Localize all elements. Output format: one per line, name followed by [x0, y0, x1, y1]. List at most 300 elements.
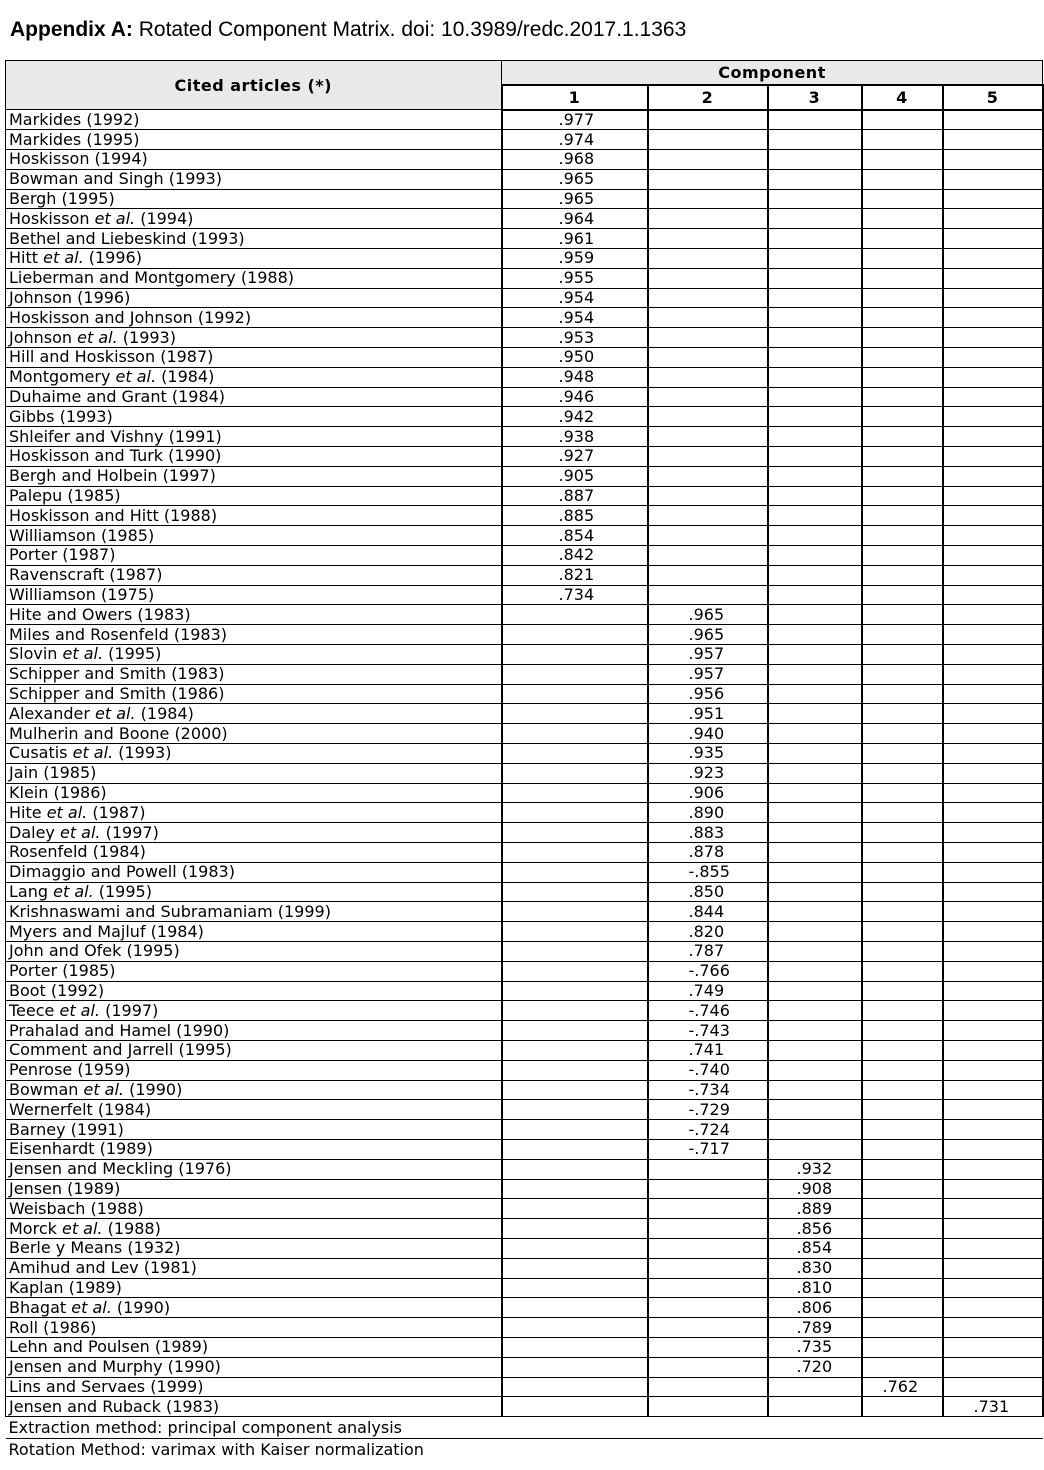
article-name: Miles and Rosenfeld (1983)	[6, 625, 502, 645]
article-name: Slovin et al. (1995)	[6, 645, 502, 665]
loading-cell-component-5	[943, 546, 1043, 566]
loading-cell-component-5	[943, 961, 1043, 981]
article-name: Boot (1992)	[6, 981, 502, 1001]
loading-cell-component-2	[648, 902, 768, 922]
article-name: Weisbach (1988)	[6, 1199, 502, 1219]
loading-cell-component-4	[862, 506, 943, 526]
loading-cell-component-2	[648, 367, 768, 387]
loading-cell-component-1	[502, 882, 648, 902]
loading-cell-component-5	[943, 902, 1043, 922]
loading-cell-component-1	[502, 506, 648, 526]
loading-cell-component-3	[768, 209, 862, 229]
loading-cell-component-5	[943, 506, 1043, 526]
article-name: Jensen and Meckling (1976)	[6, 1159, 502, 1179]
article-name: Hoskisson and Turk (1990)	[6, 447, 502, 467]
table-row	[6, 684, 1043, 704]
loading-cell-component-2	[648, 1060, 768, 1080]
loading-cell-component-2	[648, 941, 768, 961]
loading-cell-component-4	[862, 724, 943, 744]
loading-cell-component-3	[768, 526, 862, 546]
loading-cell-component-5	[943, 130, 1043, 150]
article-name: Ravenscraft (1987)	[6, 565, 502, 585]
loading-value: .820	[688, 921, 725, 941]
loading-cell-component-3	[768, 1199, 862, 1219]
loading-cell-component-1	[502, 1080, 648, 1100]
article-name: Markides (1992)	[6, 110, 502, 130]
loading-cell-component-3	[768, 1021, 862, 1041]
loading-cell-component-3	[768, 882, 862, 902]
loading-cell-component-2	[648, 427, 768, 447]
loading-cell-component-5	[943, 328, 1043, 348]
table-row	[6, 961, 1043, 981]
loading-cell-component-4	[862, 288, 943, 308]
loading-value: .965	[558, 169, 595, 189]
loading-cell-component-5	[943, 1357, 1043, 1377]
article-name: Berle y Means (1932)	[6, 1238, 502, 1258]
component-number-4: 4	[862, 85, 943, 110]
loading-cell-component-1	[502, 664, 648, 684]
loading-cell-component-2	[648, 1278, 768, 1298]
loading-value: -.855	[688, 862, 730, 882]
loading-cell-component-2	[648, 744, 768, 764]
article-name: Klein (1986)	[6, 783, 502, 803]
table-row	[6, 823, 1043, 843]
loading-value: .905	[558, 466, 595, 486]
loading-cell-component-4	[862, 902, 943, 922]
loading-cell-component-3	[768, 1100, 862, 1120]
loading-cell-component-5	[943, 1120, 1043, 1140]
loading-cell-component-1	[502, 1219, 648, 1239]
loading-cell-component-1	[502, 1357, 648, 1377]
loading-cell-component-4	[862, 1120, 943, 1140]
loading-cell-component-3	[768, 763, 862, 783]
loading-cell-component-3	[768, 447, 862, 467]
loading-value: -.740	[688, 1060, 730, 1080]
loading-cell-component-4	[862, 1377, 943, 1397]
loading-cell-component-3	[768, 645, 862, 665]
loading-cell-component-2	[648, 961, 768, 981]
loading-value: .968	[558, 149, 595, 169]
loading-cell-component-2	[648, 1179, 768, 1199]
component-number-3: 3	[768, 85, 862, 110]
table-row	[6, 189, 1043, 209]
loading-value: .956	[688, 684, 725, 703]
loading-cell-component-3	[768, 1040, 862, 1060]
loading-cell-component-2	[648, 1337, 768, 1357]
loading-cell-component-5	[943, 882, 1043, 902]
loading-cell-component-5	[943, 585, 1043, 605]
loading-cell-component-5	[943, 664, 1043, 684]
table-row	[6, 110, 1043, 130]
table-row	[6, 367, 1043, 387]
table-row	[6, 486, 1043, 506]
loading-cell-component-1	[502, 1238, 648, 1258]
table-row	[6, 169, 1043, 189]
loading-cell-component-4	[862, 882, 943, 902]
loading-cell-component-3	[768, 724, 862, 744]
loading-cell-component-4	[862, 941, 943, 961]
loading-cell-component-3	[768, 268, 862, 288]
loading-cell-component-5	[943, 1060, 1043, 1080]
table-row	[6, 625, 1043, 645]
loading-cell-component-5	[943, 1199, 1043, 1219]
loading-cell-component-5	[943, 1258, 1043, 1278]
loading-value: .741	[688, 1040, 725, 1060]
loading-cell-component-2	[648, 1159, 768, 1179]
article-name: Hill and Hoskisson (1987)	[6, 348, 502, 368]
table-row	[6, 1278, 1043, 1298]
loading-cell-component-1	[502, 645, 648, 665]
loading-cell-component-4	[862, 189, 943, 209]
table-row	[6, 842, 1043, 862]
article-name: Teece et al. (1997)	[6, 1001, 502, 1021]
loading-value: .977	[558, 109, 595, 129]
loading-cell-component-1	[502, 546, 648, 566]
loading-value: .889	[796, 1198, 833, 1218]
table-row	[6, 664, 1043, 684]
loading-cell-component-4	[862, 1357, 943, 1377]
loading-cell-component-1	[502, 1199, 648, 1219]
table-row	[6, 268, 1043, 288]
loading-cell-component-1	[502, 348, 648, 368]
loading-cell-component-1	[502, 803, 648, 823]
article-name: Bethel and Liebeskind (1993)	[6, 229, 502, 249]
loading-cell-component-3	[768, 744, 862, 764]
loading-cell-component-1	[502, 961, 648, 981]
table-row	[6, 1139, 1043, 1159]
loading-cell-component-4	[862, 625, 943, 645]
article-name: Bowman et al. (1990)	[6, 1080, 502, 1100]
loading-cell-component-4	[862, 209, 943, 229]
loading-cell-component-4	[862, 1040, 943, 1060]
loading-cell-component-4	[862, 585, 943, 605]
table-row	[6, 783, 1043, 803]
loading-value: .878	[688, 842, 725, 862]
loading-cell-component-1	[502, 486, 648, 506]
loading-cell-component-2	[648, 645, 768, 665]
article-name: Shleifer and Vishny (1991)	[6, 427, 502, 447]
loading-cell-component-4	[862, 1139, 943, 1159]
loading-cell-component-3	[768, 150, 862, 170]
loading-cell-component-1	[502, 110, 648, 130]
loading-cell-component-4	[862, 981, 943, 1001]
loading-cell-component-1	[502, 1278, 648, 1298]
loading-cell-component-3	[768, 1397, 862, 1417]
loading-cell-component-1	[502, 1318, 648, 1338]
article-name: Bowman and Singh (1993)	[6, 169, 502, 189]
title-text: Rotated Component Matrix. doi: 10.3989/redc.2017.1.1363	[132, 18, 687, 41]
loading-cell-component-4	[862, 862, 943, 882]
loading-value: -.743	[688, 1020, 730, 1040]
loading-cell-component-5	[943, 229, 1043, 249]
table-row	[6, 249, 1043, 269]
loading-cell-component-3	[768, 704, 862, 724]
loading-value: .954	[558, 307, 595, 327]
loading-value: .883	[688, 822, 725, 842]
article-name: Wernerfelt (1984)	[6, 1100, 502, 1120]
loading-cell-component-4	[862, 1238, 943, 1258]
loading-cell-component-4	[862, 1021, 943, 1041]
table-row	[6, 1298, 1043, 1318]
loading-value: .927	[558, 446, 595, 466]
loading-cell-component-3	[768, 367, 862, 387]
article-name: Krishnaswami and Subramaniam (1999)	[6, 902, 502, 922]
loading-cell-component-1	[502, 724, 648, 744]
loading-value: .957	[688, 664, 725, 684]
loading-cell-component-2	[648, 1080, 768, 1100]
loading-cell-component-3	[768, 506, 862, 526]
loading-cell-component-5	[943, 150, 1043, 170]
loading-cell-component-1	[502, 447, 648, 467]
rotation-method-note: Rotation Method: varimax with Kaiser normalization	[6, 1439, 1043, 1461]
loading-cell-component-4	[862, 387, 943, 407]
loading-cell-component-4	[862, 447, 943, 467]
loading-cell-component-2	[648, 546, 768, 566]
loading-value: .720	[796, 1357, 833, 1377]
table-row	[6, 922, 1043, 942]
loading-cell-component-1	[502, 130, 648, 150]
loading-cell-component-3	[768, 585, 862, 605]
loading-cell-component-1	[502, 526, 648, 546]
loading-cell-component-4	[862, 842, 943, 862]
loading-cell-component-4	[862, 348, 943, 368]
loading-cell-component-4	[862, 169, 943, 189]
table-row	[6, 328, 1043, 348]
loading-cell-component-4	[862, 110, 943, 130]
loading-cell-component-5	[943, 704, 1043, 724]
loading-cell-component-2	[648, 763, 768, 783]
loading-value: .908	[796, 1179, 833, 1198]
rotated-component-matrix	[5, 60, 1044, 1460]
loading-cell-component-3	[768, 941, 862, 961]
table-row	[6, 526, 1043, 546]
loading-cell-component-3	[768, 1298, 862, 1318]
loading-cell-component-5	[943, 1179, 1043, 1199]
loading-cell-component-1	[502, 209, 648, 229]
loading-value: .961	[558, 228, 595, 248]
loading-value: .955	[558, 268, 595, 288]
loading-cell-component-1	[502, 842, 648, 862]
loading-cell-component-3	[768, 1318, 862, 1338]
loading-cell-component-1	[502, 1377, 648, 1397]
component-number-2: 2	[648, 85, 768, 110]
loading-value: .731	[973, 1396, 1010, 1416]
loading-cell-component-1	[502, 407, 648, 427]
loading-value: -.729	[688, 1099, 730, 1119]
loading-cell-component-2	[648, 922, 768, 942]
loading-cell-component-1	[502, 981, 648, 1001]
loading-cell-component-5	[943, 268, 1043, 288]
loading-cell-component-2	[648, 1120, 768, 1140]
table-row	[6, 427, 1043, 447]
table-row	[6, 605, 1043, 625]
loading-cell-component-3	[768, 189, 862, 209]
table-row	[6, 1199, 1043, 1219]
loading-cell-component-4	[862, 645, 943, 665]
loading-cell-component-3	[768, 169, 862, 189]
table-row	[6, 308, 1043, 328]
table-row	[6, 229, 1043, 249]
loading-cell-component-5	[943, 407, 1043, 427]
loading-cell-component-2	[648, 249, 768, 269]
title-prefix: Appendix A:	[10, 18, 133, 41]
loading-cell-component-2	[648, 526, 768, 546]
table-row	[6, 1040, 1043, 1060]
loading-cell-component-1	[502, 1021, 648, 1041]
loading-cell-component-5	[943, 1040, 1043, 1060]
table-row	[6, 803, 1043, 823]
loading-cell-component-1	[502, 1397, 648, 1417]
table-row	[6, 387, 1043, 407]
loading-cell-component-2	[648, 1219, 768, 1239]
document-title	[10, 18, 686, 42]
article-name: Hoskisson and Johnson (1992)	[6, 308, 502, 328]
loading-cell-component-3	[768, 664, 862, 684]
table-row	[6, 1001, 1043, 1021]
loading-cell-component-5	[943, 1278, 1043, 1298]
loading-cell-component-3	[768, 328, 862, 348]
loading-cell-component-3	[768, 803, 862, 823]
loading-value: .938	[558, 426, 595, 446]
table-row	[6, 1238, 1043, 1258]
loading-cell-component-4	[862, 1060, 943, 1080]
loading-cell-component-1	[502, 862, 648, 882]
loading-cell-component-4	[862, 466, 943, 486]
loading-cell-component-1	[502, 308, 648, 328]
loading-value: .935	[688, 743, 725, 763]
loading-cell-component-1	[502, 585, 648, 605]
loading-cell-component-3	[768, 308, 862, 328]
loading-cell-component-3	[768, 1139, 862, 1159]
loading-value: .844	[688, 901, 725, 921]
article-name: Comment and Jarrell (1995)	[6, 1040, 502, 1060]
loading-cell-component-5	[943, 744, 1043, 764]
loading-value: -.724	[688, 1119, 730, 1139]
table-row	[6, 407, 1043, 427]
article-name: Lang et al. (1995)	[6, 882, 502, 902]
article-name: Alexander et al. (1984)	[6, 704, 502, 724]
cited-articles-header: Cited articles (*)	[6, 61, 502, 110]
loading-cell-component-4	[862, 922, 943, 942]
loading-value: .885	[558, 505, 595, 525]
loading-cell-component-4	[862, 407, 943, 427]
loading-cell-component-3	[768, 1238, 862, 1258]
matrix-body	[6, 110, 1043, 1417]
loading-value: .821	[558, 565, 595, 585]
loading-cell-component-5	[943, 110, 1043, 130]
loading-cell-component-3	[768, 823, 862, 843]
loading-cell-component-5	[943, 189, 1043, 209]
loading-cell-component-2	[648, 189, 768, 209]
loading-cell-component-5	[943, 862, 1043, 882]
article-name: Jensen and Murphy (1990)	[6, 1357, 502, 1377]
article-name: Morck et al. (1988)	[6, 1219, 502, 1239]
article-name: Johnson (1996)	[6, 288, 502, 308]
table-row	[6, 447, 1043, 467]
loading-cell-component-5	[943, 1298, 1043, 1318]
loading-cell-component-4	[862, 565, 943, 585]
loading-cell-component-5	[943, 1318, 1043, 1338]
loading-value: -.734	[688, 1080, 730, 1099]
loading-cell-component-1	[502, 565, 648, 585]
loading-cell-component-2	[648, 229, 768, 249]
loading-cell-component-4	[862, 249, 943, 269]
loading-cell-component-2	[648, 1001, 768, 1021]
loading-cell-component-4	[862, 1337, 943, 1357]
loading-cell-component-2	[648, 724, 768, 744]
loading-value: .965	[688, 624, 725, 644]
loading-cell-component-4	[862, 268, 943, 288]
loading-cell-component-2	[648, 783, 768, 803]
loading-cell-component-4	[862, 664, 943, 684]
loading-cell-component-5	[943, 1238, 1043, 1258]
table-row	[6, 1258, 1043, 1278]
loading-cell-component-5	[943, 1021, 1043, 1041]
loading-cell-component-1	[502, 229, 648, 249]
loading-cell-component-5	[943, 1080, 1043, 1100]
loading-cell-component-5	[943, 447, 1043, 467]
table-row	[6, 645, 1043, 665]
loading-value: .830	[796, 1258, 833, 1278]
loading-cell-component-2	[648, 328, 768, 348]
loading-cell-component-4	[862, 1159, 943, 1179]
article-name: Hoskisson (1994)	[6, 150, 502, 170]
loading-cell-component-5	[943, 387, 1043, 407]
loading-value: .942	[558, 406, 595, 426]
loading-cell-component-1	[502, 625, 648, 645]
loading-cell-component-5	[943, 1100, 1043, 1120]
article-name: Montgomery et al. (1984)	[6, 367, 502, 387]
article-name: Porter (1985)	[6, 961, 502, 981]
loading-value: .948	[558, 367, 595, 387]
loading-cell-component-4	[862, 704, 943, 724]
loading-cell-component-1	[502, 1179, 648, 1199]
loading-cell-component-4	[862, 130, 943, 150]
loading-cell-component-5	[943, 645, 1043, 665]
loading-value: .762	[882, 1377, 919, 1396]
loading-cell-component-2	[648, 447, 768, 467]
loading-cell-component-5	[943, 249, 1043, 269]
article-name: Williamson (1975)	[6, 585, 502, 605]
loading-cell-component-2	[648, 704, 768, 724]
loading-cell-component-3	[768, 229, 862, 249]
loading-cell-component-3	[768, 348, 862, 368]
loading-value: .950	[558, 347, 595, 367]
article-name: Hoskisson and Hitt (1988)	[6, 506, 502, 526]
loading-cell-component-5	[943, 1377, 1043, 1397]
loading-cell-component-3	[768, 902, 862, 922]
article-name: Eisenhardt (1989)	[6, 1139, 502, 1159]
loading-value: .965	[688, 604, 725, 624]
loading-cell-component-1	[502, 1337, 648, 1357]
loading-cell-component-2	[648, 130, 768, 150]
loading-value: .974	[558, 129, 595, 149]
loading-cell-component-5	[943, 684, 1043, 704]
table-row	[6, 585, 1043, 605]
loading-value: -.717	[688, 1139, 730, 1159]
loading-cell-component-3	[768, 1060, 862, 1080]
loading-value: .906	[688, 783, 725, 802]
loading-cell-component-4	[862, 367, 943, 387]
loading-cell-component-3	[768, 1179, 862, 1199]
table-row	[6, 981, 1043, 1001]
loading-cell-component-1	[502, 169, 648, 189]
loading-cell-component-1	[502, 466, 648, 486]
loading-value: .806	[796, 1297, 833, 1317]
loading-cell-component-3	[768, 1357, 862, 1377]
table-row	[6, 724, 1043, 744]
loading-cell-component-5	[943, 466, 1043, 486]
